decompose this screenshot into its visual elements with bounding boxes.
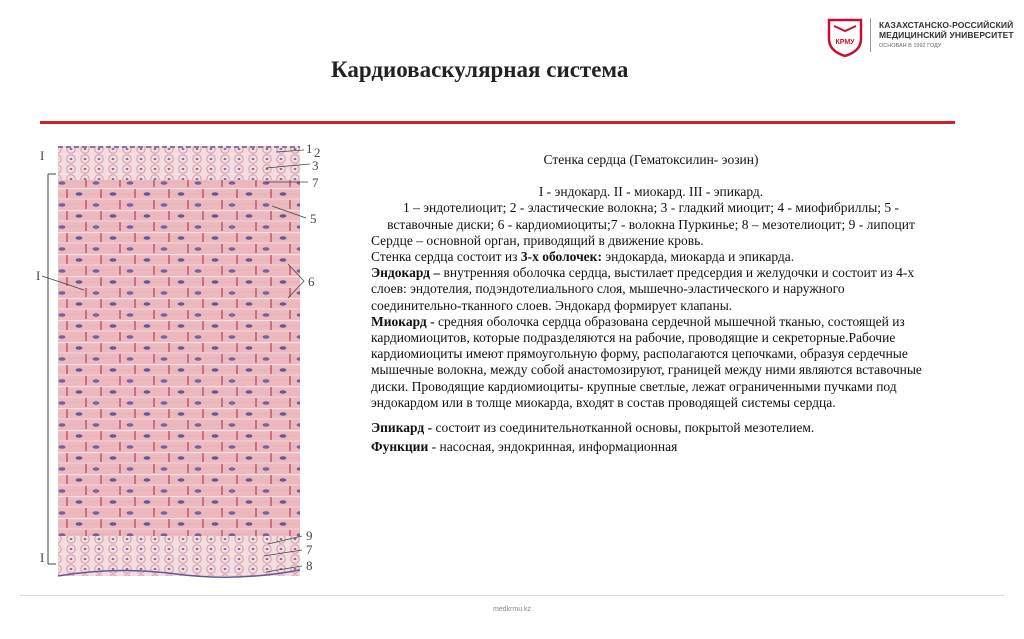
logo-divider — [870, 18, 871, 52]
label-7-bottom: 7 — [306, 542, 313, 557]
endocard-term: Эндокард – — [371, 265, 441, 281]
label-9: 9 — [306, 528, 313, 543]
epicard-term: Эпикард - — [371, 420, 433, 436]
label-5: 5 — [310, 211, 317, 226]
paragraph-heart: Сердце – основной орган, приводящий в движение кровь. — [371, 232, 704, 248]
university-name-line1: КАЗАХСТАНСКО-РОССИЙСКИЙ — [879, 20, 1014, 30]
myocard-text: средняя оболочка сердца образована сердечной мышечной тканью, состоящей из кардиомиоцитов, которые подразделяются на рабочие, проводящие и секреторные.Рабочие кардиомиоциты имеют прямоугольную форму, располагаются цепочками, образуя сердечные мышечные волокна, между собой анастомозируют, границей между ними являются вставочные диски. Проводящие кардиомиоциты- крупные светлые, лежат ограниченными пучками под эндокардом или в толще миокарда, входят в состав проводящей системы сердца. — [371, 313, 922, 410]
footer-divider — [20, 595, 1004, 596]
paragraph-functions — [371, 439, 931, 455]
legend-layers: I - эндокард. II - миокард. III - эпикард. — [538, 184, 764, 200]
paragraph-wall — [371, 249, 931, 265]
paragraph-epicard — [371, 420, 931, 436]
epicard-text: состоит из соединительнотканной основы, покрытой мезотелием. — [432, 420, 815, 436]
wall-text-pre: Стенка сердца состоит из — [371, 249, 521, 265]
functions-text: - насосная, эндокринная, информационная — [428, 439, 678, 455]
label-II: I — [36, 268, 41, 283]
paragraph-myocard — [371, 314, 931, 411]
university-logo — [826, 17, 864, 57]
figure-caption: Стенка сердца (Гематоксилин- эозин) — [543, 152, 759, 167]
label-1: 1 — [306, 144, 313, 156]
label-3: 3 — [312, 158, 319, 173]
myocard-term: Миокард - — [371, 313, 435, 329]
wall-text-post: эндокарда, миокарда и эпикарда. — [601, 249, 795, 265]
label-2: 2 — [314, 145, 321, 160]
university-name — [879, 20, 1014, 40]
footer-site: medkrmu.kz — [492, 606, 532, 613]
logo-text: КРМУ — [835, 39, 855, 46]
title-divider — [40, 121, 955, 124]
label-6: 6 — [308, 274, 315, 289]
label-III: I — [40, 550, 45, 565]
label-7-top: 7 — [312, 175, 319, 190]
legend-numbers: 1 – эндотелиоцит; 2 - эластические волокна; 3 - гладкий миоцит; 4 - миофибриллы; 5 - вставочные диски; 6 - кардиомиоциты;7 - волокна Пуркинье; 8 – мезотелиоцит; 9 - липоцит — [387, 200, 915, 232]
label-I-top: I — [40, 148, 45, 163]
paragraph-endocard — [371, 265, 931, 314]
endocard-text: внутренняя оболочка сердца, выстилает предсердия и желудочки и состоит из 4-х слоев: эндотелия, подэндотелиального слоя, мышечно-эластического и наружного соединительно-тканного слоев. Эндокард формирует клапаны. — [371, 265, 915, 313]
university-name-line2: МЕДИЦИНСКИЙ УНИВЕРСИТЕТ — [879, 30, 1014, 40]
functions-term: Функции — [371, 439, 429, 455]
page-title: Кардиоваскулярная система — [331, 57, 629, 82]
description-text — [371, 152, 931, 455]
heart-wall-histology-image — [36, 144, 326, 584]
wall-bold: 3-х оболочек: — [520, 249, 602, 265]
label-8: 8 — [306, 558, 313, 573]
university-founded: ОСНОВАН В 1992 ГОДУ — [879, 43, 942, 49]
